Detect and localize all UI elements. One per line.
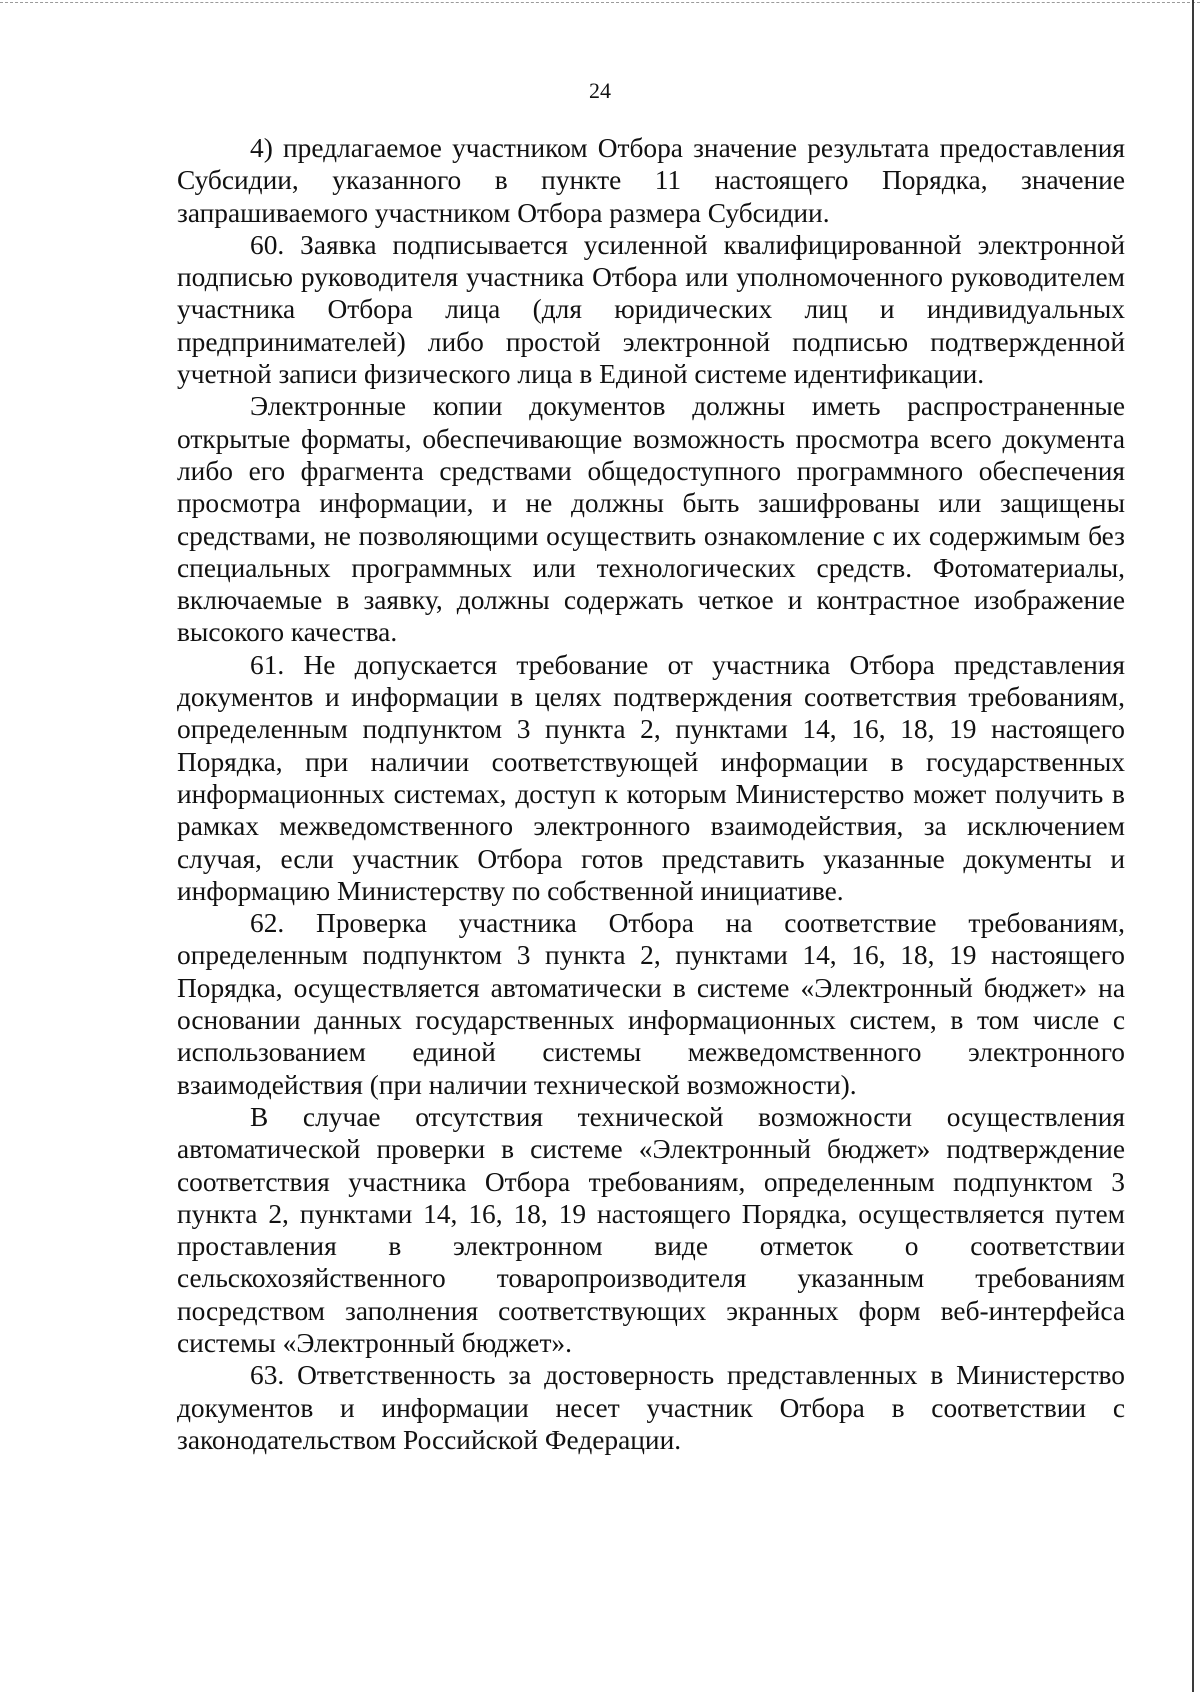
- paragraph-60: 60. Заявка подписывается усиленной квалифицированной электронной подписью руководителя участника Отбора или уполномоченного руководителем участника Отбора лица (для юридических лиц и индивидуальных предпринимателей) либо простой электронной подписью подтвержденной учетной записи физического лица в Единой системе идентификации.: [177, 229, 1125, 390]
- paragraph-item-4: 4) предлагаемое участником Отбора значение результата предоставления Субсидии, указанного в пункте 11 настоящего Порядка, значение запрашиваемого участником Отбора размера Субсидии.: [177, 133, 1125, 228]
- page-number: 24: [589, 78, 611, 103]
- paragraph-62-no-technical-possibility: В случае отсутствия технической возможности осуществления автоматической проверки в системе «Электронный бюджет» подтверждение соответствия участника Отбора требованиям, определенным подпунктом 3 пункта 2, пунктами 14, 16, 18, 19 настоящего Порядка, осуществляется путем проставления в электронном виде отметок о соответствии сельскохозяйственного товаропроизводителя указанным требованиям посредством заполнения соответствующих экранных форм веб-интерфейса системы «Электронный бюджет».: [177, 1101, 1125, 1358]
- paragraph-60-electronic-copies: Электронные копии документов должны иметь распространенные открытые форматы, обеспечивающие возможность просмотра всего документа либо его фрагмента средствами общедоступного программного обеспечения просмотра информации, и не должны быть зашифрованы или защищены средствами, не позволяющими осуществить ознакомление с их содержимым без специальных программных или технологических средств. Фотоматериалы, включаемые в заявку, должны содержать четкое и контрастное изображение высокого качества.: [177, 391, 1125, 648]
- paragraph-61: 61. Не допускается требование от участника Отбора представления документов и информации в целях подтверждения соответствия требованиям, определенным подпунктом 3 пункта 2, пунктами 14, 16, 18, 19 настоящего Порядка, при наличии соответствующей информации в государственных информационных системах, доступ к которым Министерство может получить в рамках межведомственного электронного взаимодействия, за исключением случая, если участник Отбора готов представить указанные документы и информацию Министерству по собственной инициативе.: [177, 649, 1125, 906]
- body-text: [177, 132, 1125, 1456]
- paragraph-63: 63. Ответственность за достоверность представленных в Министерство документов и информации несет участник Отбора в соответствии с законодательством Российской Федерации.: [177, 1360, 1125, 1455]
- scan-edge-right: [1192, 0, 1194, 1692]
- paragraph-62: 62. Проверка участника Отбора на соответствие требованиям, определенным подпунктом 3 пункта 2, пунктами 14, 16, 18, 19 настоящего Порядка, осуществляется автоматически в системе «Электронный бюджет» на основании данных государственных информационных систем, в том числе с использованием единой системы межведомственного электронного взаимодействия (при наличии технической возможности).: [177, 908, 1125, 1100]
- scan-edge-top: [0, 2, 1200, 3]
